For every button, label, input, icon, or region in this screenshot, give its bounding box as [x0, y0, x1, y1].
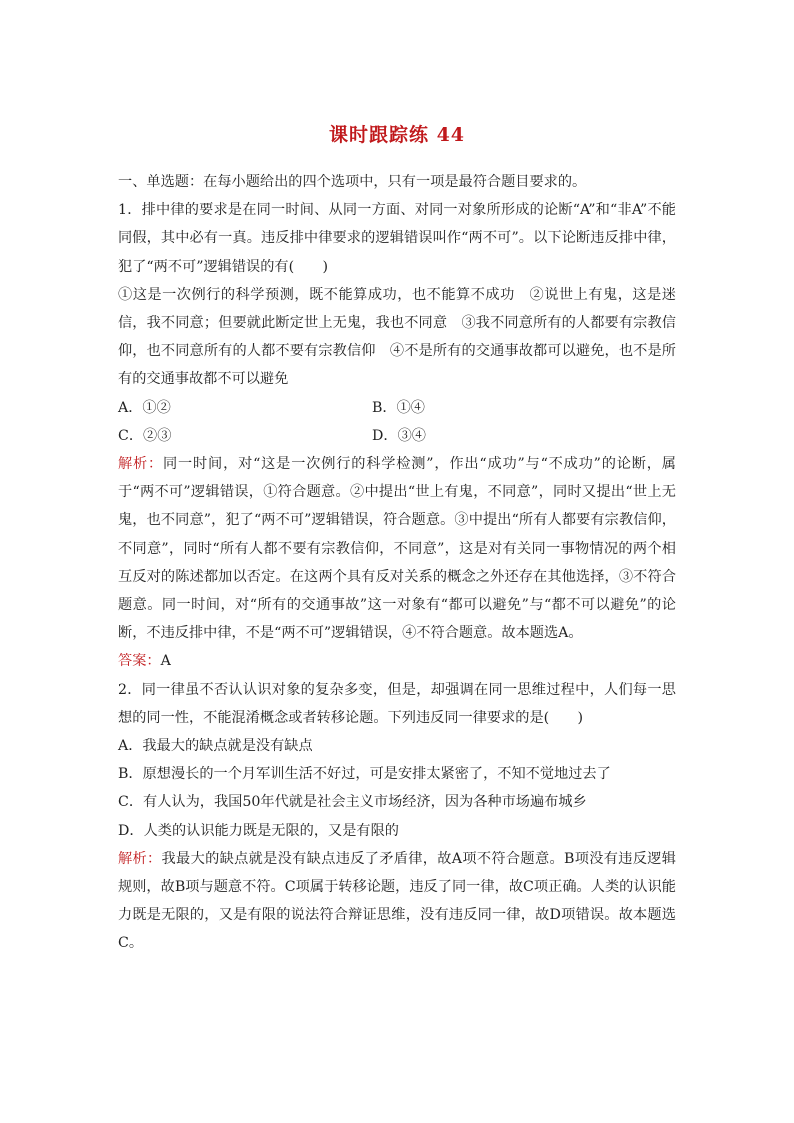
q2-option-c: C．有人认为，我国50年代就是社会主义市场经济，因为各种市场遍布城乡	[118, 794, 587, 811]
q1-analysis-label: 解析：	[118, 456, 164, 473]
q2-stem: 2．同一律虽不否认认识对象的复杂多变，但是，却强调在同一思维过程中，人们每一思想的同一性，不能混淆概念或者转移论题。下列违反同一律要求的是( )	[118, 681, 676, 726]
q1-answer	[118, 647, 676, 675]
q1-items: ①这是一次例行的科学预测，既不能算成功，也不能算不成功 ②说世上有鬼，这是迷信，我不同意；但要就此断定世上无鬼，我也不同意 ③我不同意所有的人都要有宗教信仰，也不同意所有的人都不要有宗教信仰 ④不是所有的交通事故都可以避免，也不是所有的交通事故都不可以避免	[118, 286, 676, 388]
q1-option-d: D．③④	[372, 427, 426, 444]
q2-option-a: A．我最大的缺点就是没有缺点	[118, 738, 313, 755]
section-heading: 一、单选题：在每小题给出的四个选项中，只有一项是最符合题目要求的。	[118, 174, 587, 190]
q2-analysis	[118, 845, 676, 958]
page-title: 课时跟踪练 44	[328, 124, 466, 146]
q1-answer-value: A	[160, 653, 171, 670]
q1-analysis	[118, 450, 676, 647]
q2-analysis-label: 解析：	[118, 850, 162, 867]
q1-option-b: B．①④	[372, 399, 425, 416]
q2-option-d: D．人类的认识能力既是无限的，又是有限的	[118, 822, 399, 839]
q1-option-c: C．②③	[118, 427, 172, 444]
q2-analysis-text: 我最大的缺点就是没有缺点违反了矛盾律，故A项不符合题意。B项没有违反逻辑规则，故B项与题意不符。C项属于转移论题，违反了同一律，故C项正确。人类的认识能力既是无限的，又是有限的说法符合辩证思维，没有违反同一律，故D项错误。故本题选C。	[118, 850, 676, 952]
q1-answer-label: 答案：	[118, 653, 161, 670]
q2-option-b: B．原想漫长的一个月军训生活不好过，可是安排太紧密了，不知不觉地过去了	[118, 766, 611, 783]
q1-options-row-2	[118, 422, 676, 450]
q1-option-a: A．①②	[118, 399, 171, 416]
q1-analysis-text: 同一时间，对“这是一次例行的科学检测”，作出“成功”与“不成功”的论断，属于“两不可”逻辑错误，①符合题意。②中提出“世上有鬼，不同意”，同时又提出“世上无鬼，也不同意”，犯了“两不可”逻辑错误，符合题意。③中提出“所有人都要有宗教信仰，不同意”，同时“所有人都不要有宗教信仰，不同意”，这是对有关同一事物情况的两个相互反对的陈述都加以否定。在这两个具有反对关系的概念之外还存在其他选择，③不符合题意。同一时间，对“所有的交通事故”这一对象有“都可以避免”与“都不可以避免”的论断，不违反排中律，不是“两不可”逻辑错误，④不符合题意。故本题选A。	[118, 456, 676, 642]
q1-options-row-1	[118, 394, 676, 422]
q1-stem: 1．排中律的要求是在同一时间、从同一方面、对同一对象所形成的论断“A”和“非A”不能同假，其中必有一真。违反排中律要求的逻辑错误叫作“两不可”。以下论断违反排中律，犯了“两不可”逻辑错误的有( )	[118, 202, 676, 275]
